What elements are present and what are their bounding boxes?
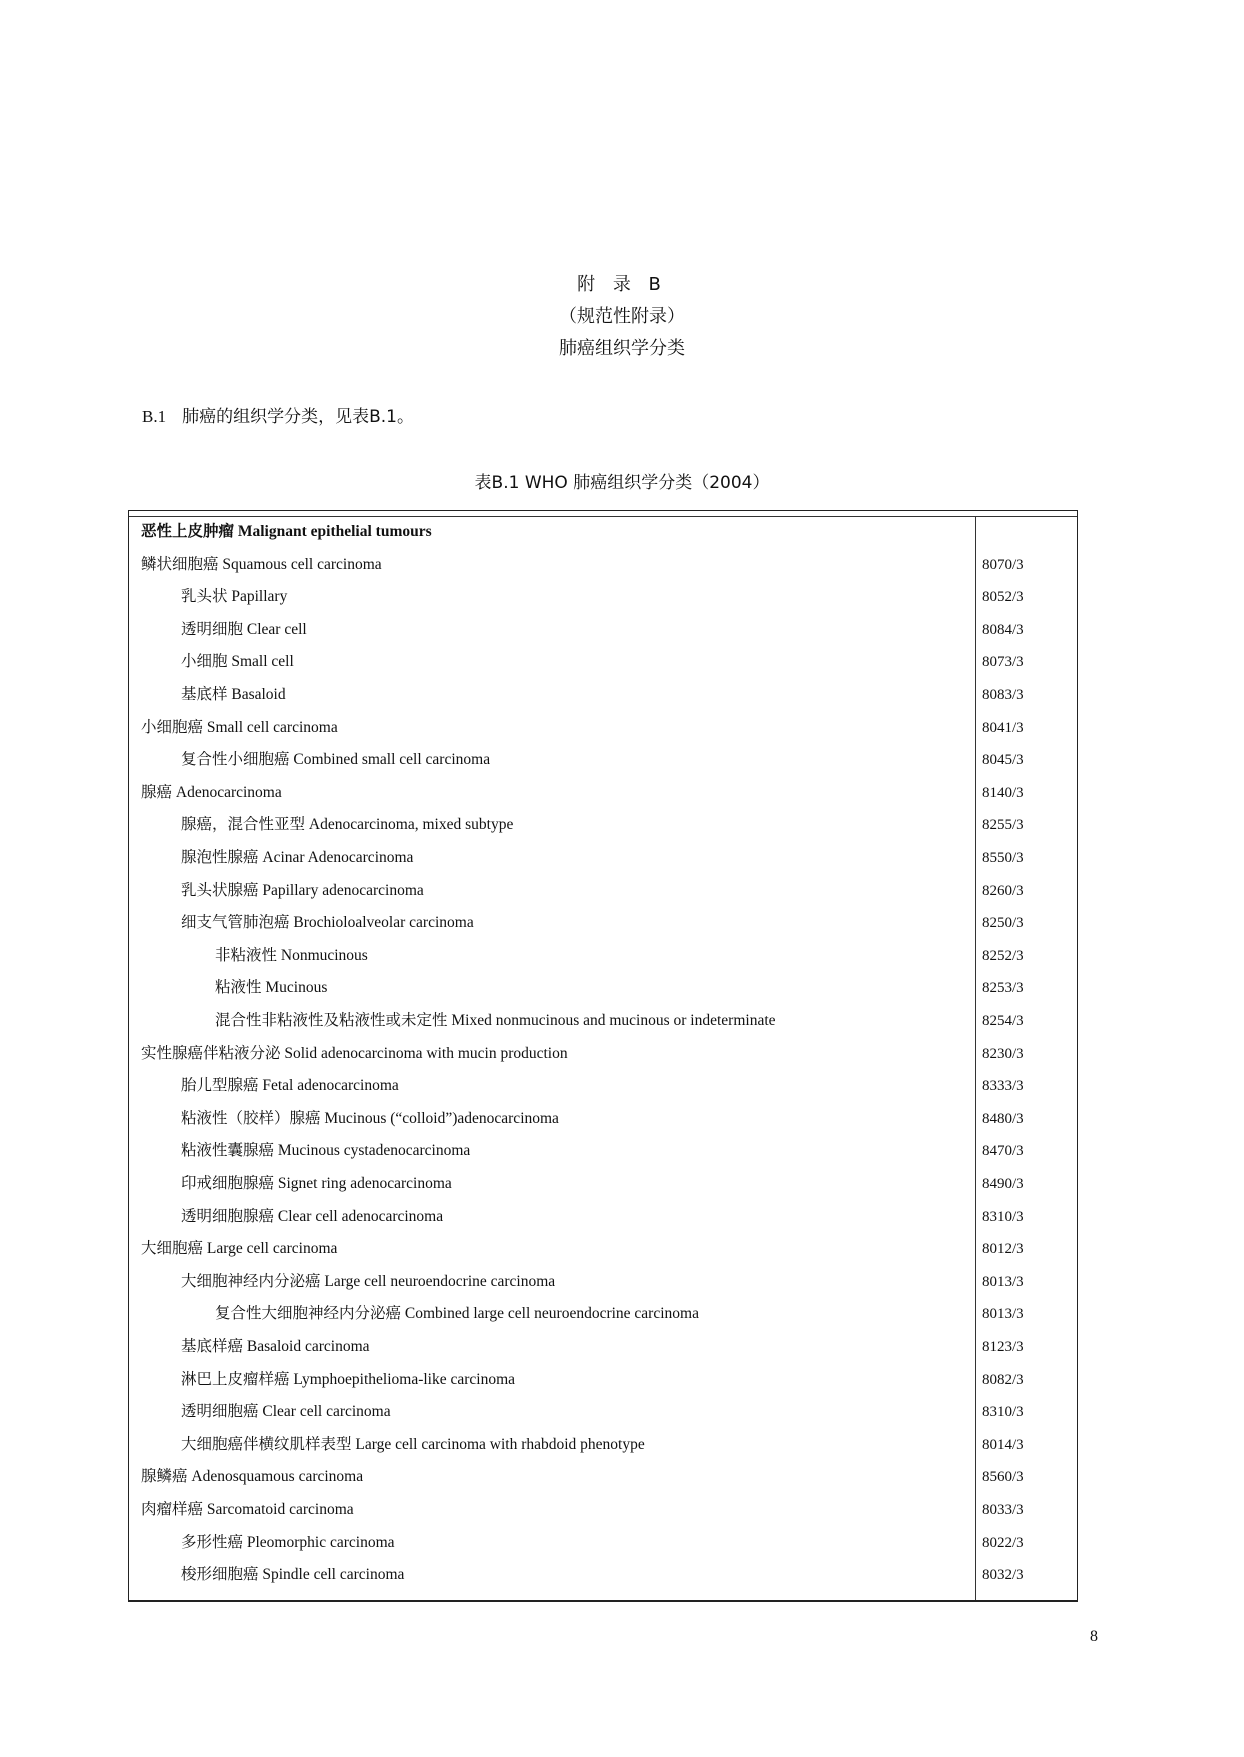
table-row [129,1135,1079,1167]
row-code: 8032/3 [982,1567,1024,1584]
table-row [129,809,1079,841]
row-code: 8480/3 [982,1110,1024,1127]
row-name: 复合性大细胞神经内分泌癌 Combined large cell neuroendocrine carcinoma [215,1305,699,1323]
row-name: 大细胞癌 Large cell carcinoma [141,1240,338,1258]
table-row [129,842,1079,874]
table-row [129,581,1079,613]
table-row [129,679,1079,711]
table-row [129,1233,1079,1265]
table-row [129,1168,1079,1200]
row-code: 8140/3 [982,784,1024,801]
row-code: 8310/3 [982,1404,1024,1421]
row-name: 粘液性囊腺癌 Mucinous cystadenocarcinoma [181,1142,471,1160]
row-code: 8082/3 [982,1371,1024,1388]
row-code: 8041/3 [982,719,1024,736]
row-name: 粘液性（胶样）腺癌 Mucinous (“colloid”)adenocarcinoma [181,1109,559,1127]
row-code: 8022/3 [982,1534,1024,1551]
row-name: 小细胞癌 Small cell carcinoma [141,718,338,736]
row-name: 复合性小细胞癌 Combined small cell carcinoma [181,751,491,769]
row-code: 8252/3 [982,947,1024,964]
table-row [129,1070,1079,1102]
row-name: 透明细胞腺癌 Clear cell adenocarcinoma [181,1207,444,1225]
row-code: 8045/3 [982,752,1024,769]
row-code: 8490/3 [982,1176,1024,1192]
table-row [129,744,1079,776]
clause-b1 [142,402,414,427]
row-name: 基底样 Basaloid [181,686,286,703]
table-row [129,777,1079,809]
row-name: 多形性癌 Pleomorphic carcinoma [181,1533,395,1551]
table-row [129,1298,1079,1330]
table-row [129,614,1079,646]
row-name: 小细胞 Small cell [181,653,294,671]
row-code: 8014/3 [982,1436,1024,1453]
row-code: 8083/3 [982,687,1024,703]
table-row [129,1559,1079,1591]
row-code: 8123/3 [982,1339,1024,1355]
row-name: 胎儿型腺癌 Fetal adenocarcinoma [181,1077,399,1095]
table-row [129,1527,1079,1559]
row-code: 8250/3 [982,915,1024,932]
table-row [129,1494,1079,1526]
row-name: 粘液性 Mucinous [215,979,328,997]
table-row [129,1266,1079,1298]
table-row [129,1364,1079,1396]
clause-text: 肺癌的组织学分类，见表B.1。 [182,407,414,427]
row-name: 非粘液性 Nonmucinous [215,946,368,964]
row-code: 8013/3 [982,1273,1024,1290]
table-row [129,1331,1079,1363]
row-code: 8073/3 [982,654,1024,671]
row-code: 8550/3 [982,850,1024,866]
row-name: 细支气管肺泡癌 Brochioloalveolar carcinoma [181,914,474,932]
appendix-type: （规范性附录） [559,306,685,327]
table-row [129,907,1079,939]
row-code: 8012/3 [982,1241,1024,1258]
row-code: 8260/3 [982,882,1024,899]
row-code: 8070/3 [982,556,1024,573]
row-code: 8253/3 [982,980,1024,997]
row-name: 腺癌 Adenocarcinoma [141,783,282,801]
row-code: 8470/3 [982,1143,1024,1160]
row-code: 8254/3 [982,1013,1024,1029]
row-code: 8013/3 [982,1306,1024,1323]
table-header-row [129,516,1079,548]
row-name: 大细胞神经内分泌癌 Large cell neuroendocrine carcinoma [181,1272,556,1290]
row-name: 鳞状细胞癌 Squamous cell carcinoma [141,555,382,573]
table-row [129,1396,1079,1428]
row-name: 肉瘤样癌 Sarcomatoid carcinoma [141,1501,354,1518]
row-name: 乳头状 Papillary [181,588,288,606]
classification-table [128,510,1078,1602]
row-name: 腺泡性腺癌 Acinar Adenocarcinoma [181,849,414,866]
row-code: 8560/3 [982,1469,1024,1486]
row-name: 印戒细胞腺癌 Signet ring adenocarcinoma [181,1175,452,1192]
row-name: 基底样癌 Basaloid carcinoma [181,1338,370,1355]
table-row [129,1429,1079,1461]
table-row [129,1038,1079,1070]
row-code: 8310/3 [982,1208,1024,1225]
page-number: 8 [1090,1628,1098,1645]
row-name: 腺癌，混合性亚型 Adenocarcinoma, mixed subtype [181,816,514,834]
row-name: 透明细胞 Clear cell [181,620,307,638]
row-code: 8033/3 [982,1502,1024,1518]
table-row [129,1005,1079,1037]
row-name: 实性腺癌伴粘液分泌 Solid adenocarcinoma with mucin production [141,1044,568,1062]
clause-number: B.1 [142,407,167,426]
row-code: 8084/3 [982,621,1024,638]
appendix-label: 附 录 B [577,274,667,295]
appendix-title: 肺癌组织学分类 [559,338,685,359]
row-name: 淋巴上皮瘤样癌 Lymphoepithelioma-like carcinoma [181,1370,516,1388]
table-row [129,875,1079,907]
table-row [129,1201,1079,1233]
table-row [129,972,1079,1004]
row-name: 透明细胞癌 Clear cell carcinoma [181,1403,391,1421]
row-name: 梭形细胞癌 Spindle cell carcinoma [181,1566,405,1584]
row-name: 腺鳞癌 Adenosquamous carcinoma [141,1468,364,1486]
table-row [129,712,1079,744]
table-row [129,646,1079,678]
row-code: 8333/3 [982,1078,1024,1095]
table-row [129,549,1079,581]
table-row [129,1461,1079,1493]
row-code: 8255/3 [982,817,1024,834]
row-name: 乳头状腺癌 Papillary adenocarcinoma [181,881,424,899]
row-name: 大细胞癌伴横纹肌样表型 Large cell carcinoma with rhabdoid phenotype [181,1435,645,1453]
table-row [129,940,1079,972]
table-caption: 表B.1 WHO 肺癌组织学分类（2004） [474,473,770,493]
row-code: 8052/3 [982,589,1024,606]
table-row [129,1103,1079,1135]
row-name: 混合性非粘液性及粘液性或未定性 Mixed nonmucinous and mucinous or indeterminate [215,1012,776,1029]
row-name: 恶性上皮肿瘤 Malignant epithelial tumours [141,523,432,540]
row-code: 8230/3 [982,1045,1024,1062]
